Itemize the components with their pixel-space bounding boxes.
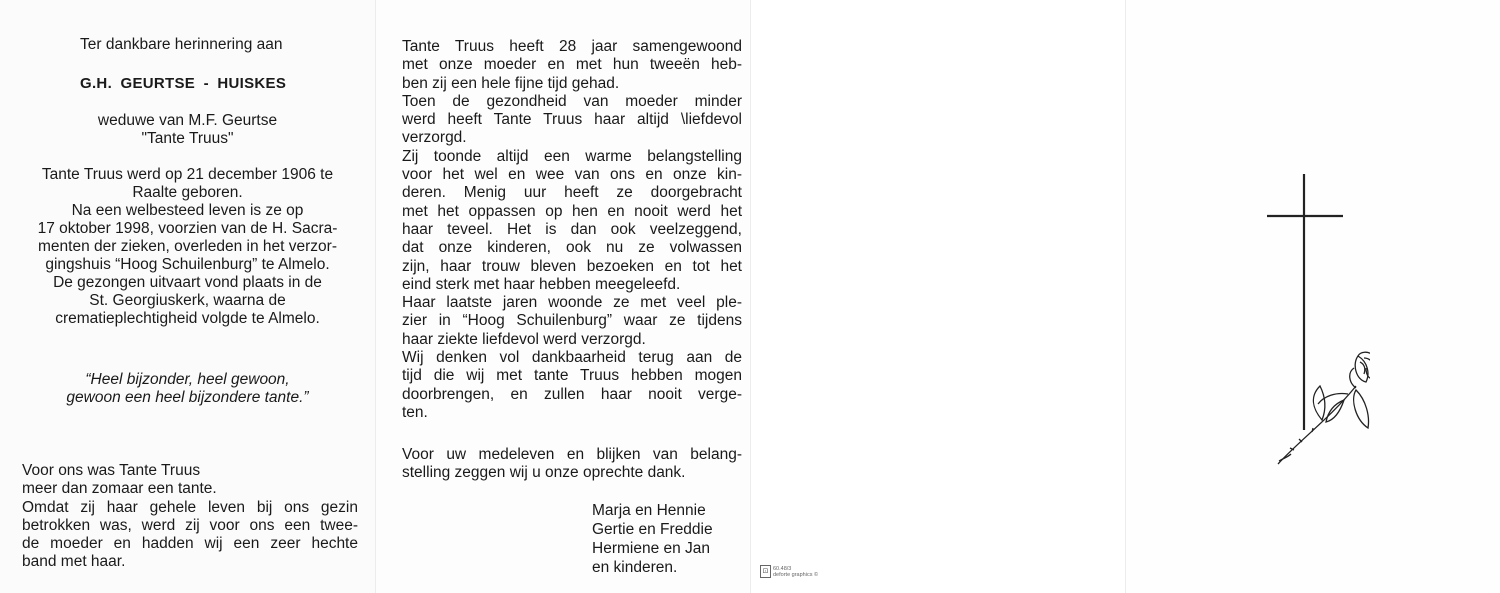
- bio-line: De gezongen uitvaart vond plaats in de: [53, 274, 322, 291]
- thanks-line: stelling zeggen wij u onze oprechte dank.: [402, 464, 686, 482]
- story-line: verzorgd.: [402, 129, 467, 147]
- inner-right-panel: [750, 0, 1125, 593]
- fold-line: [375, 0, 376, 593]
- story-line: deren. Menig uur heeft ze doorgebracht: [402, 184, 742, 202]
- story-line: haar ziekte liefdevol werd verzorgd.: [402, 330, 646, 348]
- story-line: Wij denken vol dankbaarheid terug aan de: [402, 349, 742, 367]
- deceased-name: G.H. GEURTSE - HUISKES: [80, 75, 287, 92]
- bio-line: Na een welbesteed leven is ze op: [71, 202, 304, 219]
- signature-line: Marja en Hennie: [592, 502, 706, 519]
- quote-line: “Heel bijzonder, heel gewoon,: [85, 371, 290, 388]
- story-line: Toen de gezondheid van moeder minder: [402, 92, 742, 110]
- cross-with-rose-icon: [1260, 168, 1370, 468]
- story-line: tijd die wij met tante Truus hebben mogen: [402, 367, 742, 385]
- printer-code: 60.48/3: [773, 565, 792, 572]
- story-line: Haar laatste jaren woonde ze met veel ple-: [402, 294, 742, 312]
- tribute-line: meer dan zomaar een tante.: [22, 480, 217, 498]
- story-line: met onze moeder en met hun tweeën heb-: [402, 56, 742, 74]
- story-line: ben zij een hele fijne tijd gehad.: [402, 74, 620, 92]
- thanks-line: Voor uw medeleven en blijken van belang-: [402, 446, 742, 463]
- nickname-text: "Tante Truus": [141, 130, 234, 147]
- story-line: haar teveel. Het is dan ook veelzeggend,: [402, 220, 742, 238]
- story-line: Tante Truus heeft 28 jaar samengewoond: [402, 38, 742, 55]
- fold-line: [1125, 0, 1126, 593]
- bio-line: St. Georgiuskerk, waarna de: [89, 292, 286, 309]
- fold-line: [750, 0, 751, 593]
- story-line: doorbrengen, en zullen haar nooit verge-: [402, 385, 742, 403]
- thanks-text: [402, 446, 742, 483]
- signature-line: Hermiene en Jan: [592, 540, 711, 557]
- bio-line: crematieplechtigheid volgde te Almelo.: [55, 310, 320, 327]
- bio-line: 17 oktober 1998, voorzien van de H. Sacra-: [37, 220, 338, 237]
- story-line: met het oppassen op hen en nooit werd het: [402, 202, 742, 220]
- signature-line: en kinderen.: [592, 559, 678, 576]
- printer-logo-icon: ⊡: [760, 565, 771, 578]
- tribute-line: Voor ons was Tante Truus: [22, 462, 201, 479]
- quote-line: gewoon een heel bijzondere tante.”: [66, 389, 309, 406]
- story-line: voor het wel en wee van ons en onze kin-: [402, 166, 742, 184]
- tribute-text: [22, 462, 358, 572]
- printer-name: deforte graphics ©: [773, 571, 819, 578]
- printer-mark: [760, 565, 818, 578]
- tribute-line: Omdat zij haar gehele leven bij ons gezin: [22, 498, 358, 516]
- bio-line: Tante Truus werd op 21 december 1906 te: [41, 166, 334, 183]
- tribute-line: de moeder en hadden wij een zeer hechte: [22, 535, 358, 553]
- story-line: eind sterk met haar hebben meegeleefd.: [402, 275, 681, 293]
- story-line: ten.: [402, 403, 428, 421]
- intro-text: Ter dankbare herinnering aan: [80, 36, 283, 53]
- rose-icon: [1278, 352, 1370, 464]
- quote: [0, 371, 375, 407]
- bio-line: Raalte geboren.: [132, 184, 243, 201]
- printer-text: [773, 566, 818, 578]
- biography: [10, 166, 365, 328]
- story-line: zijn, haar trouw bleven bezoeken en tot het: [402, 257, 742, 275]
- signature-line: Gertie en Freddie: [592, 521, 713, 538]
- story-line: dat onze kinderen, ook nu ze volwassen: [402, 239, 742, 257]
- story-line: zier in “Hoog Schuilenburg” waar ze tijdens: [402, 312, 742, 330]
- widow-of-text: weduwe van M.F. Geurtse: [97, 112, 278, 129]
- story-text: [402, 38, 742, 422]
- tribute-line: band met haar.: [22, 553, 126, 571]
- signatures: [592, 501, 713, 577]
- bio-line: menten der zieken, overleden in het verzor-: [38, 238, 337, 255]
- story-line: Zij toonde altijd een warme belangstelling: [402, 147, 742, 165]
- tribute-line: betrokken was, werd zij voor ons een twee-: [22, 516, 358, 534]
- bio-line: gingshuis “Hoog Schuilenburg” te Almelo.: [45, 256, 330, 273]
- cross-icon: [1267, 174, 1343, 430]
- story-line: werd heeft Tante Truus haar altijd \liefdevol: [402, 111, 742, 129]
